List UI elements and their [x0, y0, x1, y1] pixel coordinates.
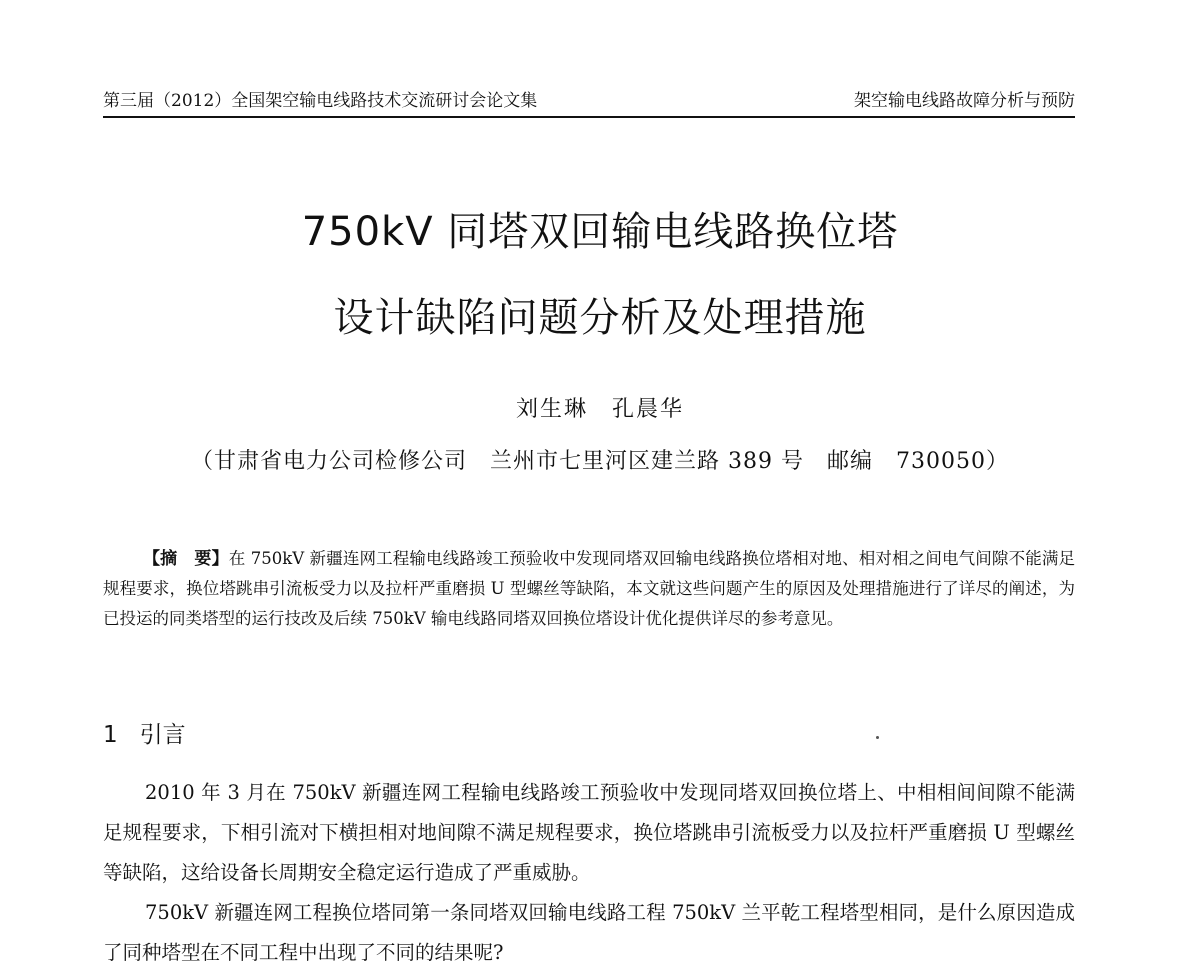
abstract [103, 544, 1075, 634]
paper-title-line-2: 设计缺陷问题分析及处理措施 [333, 295, 867, 341]
affiliation: （甘肃省电力公司检修公司 兰州市七里河区建兰路 389 号 邮编 730050） [191, 449, 1009, 474]
running-head-journal: 第三届（2012）全国架空输电线路技术交流研讨会论文集 [103, 91, 538, 111]
abstract-label: 【摘 要】 [143, 549, 229, 569]
abstract-text: 在 750kV 新疆连网工程输电线路竣工预验收中发现同塔双回输电线路换位塔相对地、相对相之间电气间隙不能满足规程要求，换位塔跳串引流板受力以及拉杆严重磨损 U 型螺丝等缺陷，本文就这些问题产生的原因及处理措施进行了详尽的阐述，为已投运的同类塔型的运行技改及后续 750kV 输电线路同塔双回换位塔设计优化提供详尽的参考意见。 [103, 549, 1075, 628]
section-heading [103, 716, 186, 749]
body-paragraph: 750kV 新疆连网工程换位塔同第一条同塔双回输电线路工程 750kV 兰平乾工程塔型相同，是什么原因造成了同种塔型在不同工程中出现了不同的结果呢? [103, 901, 1075, 964]
section-number: 1 [103, 722, 118, 748]
running-head [103, 88, 1075, 118]
authors: 刘生琳 孔晨华 [515, 397, 684, 422]
running-head-section: 架空输电线路故障分析与预防 [854, 91, 1075, 111]
paper-title-line-1: 750kV 同塔双回输电线路换位塔 [301, 209, 899, 255]
section-title: 引言 [139, 722, 186, 748]
body-paragraph: 2010 年 3 月在 750kV 新疆连网工程输电线路竣工预验收中发现同塔双回换位塔上、中相相间间隙不能满足规程要求，下相引流对下横担相对地间隙不满足规程要求，换位塔跳串引流板受力以及拉杆严重磨损 U 型螺丝等缺陷，这给设备长周期安全稳定运行造成了严重威胁。 [103, 781, 1075, 884]
scan-speck [876, 736, 879, 739]
